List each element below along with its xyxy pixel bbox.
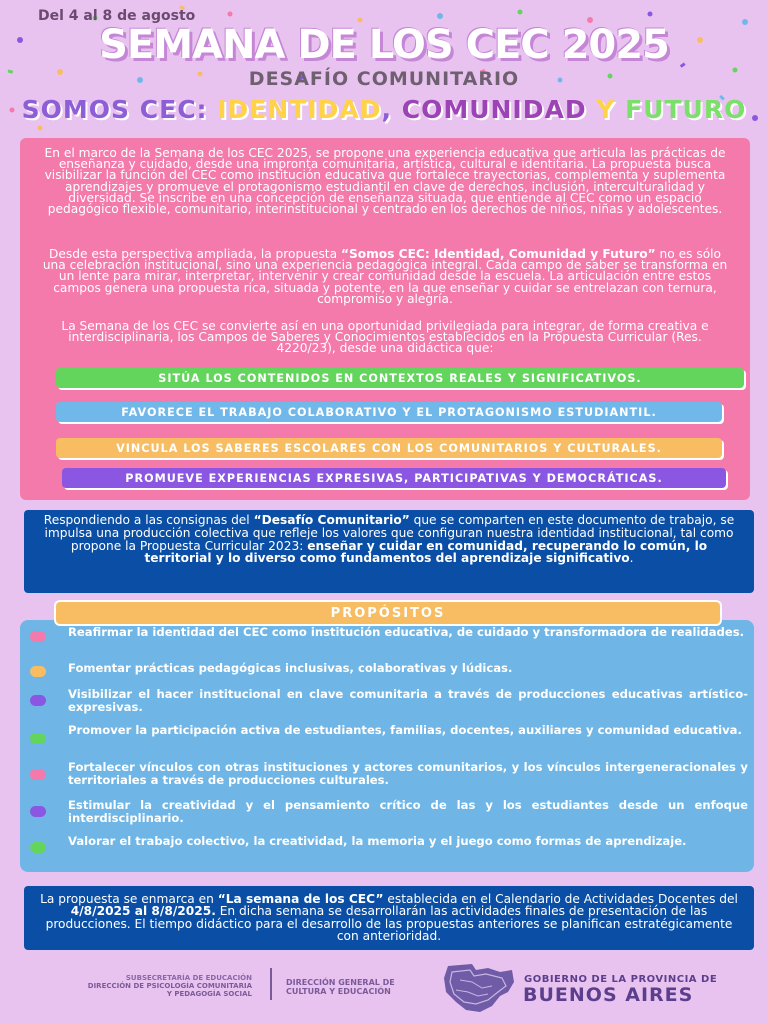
theme-separator-y: Y [586, 95, 626, 124]
desafio-paragraph [40, 514, 738, 565]
desafio-highlight-2: enseñar y cuidar en comunidad, recuperando lo común, lo territorial y lo diverso como fundamentos del aprendizaje significativo [144, 538, 708, 566]
desafio-text-end: . [629, 551, 634, 566]
propositos-heading: PROPÓSITOS [56, 602, 720, 624]
closing-highlight-1: “La semana de los CEC” [217, 892, 384, 906]
proposito-item-2: Fomentar prácticas pedagógicas inclusivas, colaborativas y lúdicas. [68, 661, 513, 675]
closing-section [24, 886, 754, 950]
closing-highlight-2: 4/8/2025 al 8/8/2025. [70, 904, 216, 919]
didactic-pill-3: VINCULA LOS SABERES ESCOLARES CON LOS COMUNITARIOS Y CULTURALES. [56, 438, 722, 458]
footer-dir-line-2: CULTURA Y EDUCACIÓN [286, 987, 391, 996]
event-dates: Del 4 al 8 de agosto [38, 8, 196, 24]
intro-paragraph-3: La Semana de los CEC se convierte así en una oportunidad privilegiada para integrar, de forma creativa e interdisciplinaria, los Campos de Saberes y Conocimientos establecidos en la Propuesta Curricular (Res. 4220/23), desde una didáctica que: [61, 319, 709, 356]
bullet-dot [30, 631, 46, 642]
closing-text-b: establecida en el Calendario de Actividades Docentes del [383, 892, 738, 906]
bullet-dot [30, 769, 46, 780]
theme-heading [0, 94, 768, 126]
footer-sub-line-3: Y PEDAGOGÍA SOCIAL [166, 990, 252, 998]
intro-p2-text-b: no es sólo una celebración institucional, sino una experiencia pedagógica integral. Cada campo de saber se transforma en un lente para mirar, interpretar, intervenir y crear comunidad desde la escuela. La articulación entre estos campos genera una propuesta rica, situada y potente, en la que enseñar y cuidar se entrelazan con ternura, compromiso y alegría. [42, 247, 728, 306]
proposito-item-7: Valorar el trabajo colectivo, la creatividad, la memoria y el juego como formas de aprendizaje. [68, 834, 687, 848]
gov-line-2: BUENOS AIRES [523, 984, 694, 1006]
footer-sub-line-2: DIRECCIÓN DE PSICOLOGÍA COMUNITARIA [87, 982, 252, 990]
closing-text-c: En dicha semana se desarrollarán las actividades finales de presentación de las producciones. El tiempo didáctico para el desarrollo de las propuestas anteriores se planifican estratégicamente con anterioridad. [45, 904, 733, 944]
desafio-text-a: Respondiendo a las consignas del [43, 513, 254, 527]
proposito-item-6: Estimular la creatividad y el pensamiento crítico de las y los estudiantes desde un enfoque interdisciplinario. [68, 798, 748, 825]
gov-line-1: GOBIERNO DE LA PROVINCIA DE [524, 974, 718, 985]
theme-part-comunidad: COMUNIDAD [401, 95, 587, 124]
bullet-dot [30, 806, 46, 817]
page-subtitle: DESAFÍO COMUNITARIO [248, 68, 520, 90]
didactic-pill-4: PROMUEVE EXPERIENCIAS EXPRESIVAS, PARTICIPATIVAS Y DEMOCRÁTICAS. [62, 468, 726, 488]
intro-section [20, 138, 750, 500]
bullet-dot [30, 842, 46, 853]
proposito-item-5: Fortalecer vínculos con otras instituciones y actores comunitarios, y los vínculos intergeneracionales y territoriales a través de producciones culturales. [68, 760, 748, 787]
theme-part-identidad: IDENTIDAD [217, 95, 382, 124]
bullet-dot [30, 695, 46, 706]
footer-sub-line-1: SUBSECRETARÍA DE EDUCACIÓN [125, 974, 252, 982]
footer-dir-line-1: DIRECCIÓN GENERAL DE [286, 978, 395, 987]
propositos-section [20, 620, 754, 872]
intro-paragraph-2 [38, 249, 732, 305]
province-map-logo-icon [442, 962, 516, 1014]
closing-text-a: La propuesta se enmarca en [40, 892, 218, 906]
didactic-pill-2: FAVORECE EL TRABAJO COLABORATIVO Y EL PROTAGONISMO ESTUDIANTIL. [56, 402, 722, 422]
desafio-section [24, 510, 754, 593]
footer-divider [270, 968, 272, 1000]
bullet-dot [30, 666, 46, 677]
proposito-item-4: Promover la participación activa de estudiantes, familias, docentes, auxiliares y comunidad educativa. [68, 723, 742, 737]
closing-paragraph [40, 893, 738, 943]
proposito-item-1: Reafirmar la identidad del CEC como institución educativa, de cuidado y transformadora de realidades. [68, 625, 745, 639]
theme-separator: , [381, 95, 402, 124]
intro-paragraph-1: En el marco de la Semana de los CEC 2025, se propone una experiencia educativa que articula las prácticas de enseñanza y cuidado, desde una impronta comunitaria, artística, cultural e identitaria. La propuesta busca visibilizar la función del CEC como institución educativa que fortalece trayectorias, complementa y suplementa aprendizajes y promueve el protagonismo estudiantil en clave de derechos, inclusión, interculturalidad y diversidad. Se inscribe en una concepción de enseñanza situada, que entiende al CEC como un espacio pedagógico flexible, comunitario, interinstitucional y centrado en los derechos de niños, niñas y adolescentes. [44, 146, 726, 217]
theme-part-futuro: FUTURO [625, 95, 747, 124]
page-title: SEMANA DE LOS CEC 2025 [99, 22, 669, 68]
theme-part-somos-cec: SOMOS CEC: [21, 95, 218, 124]
intro-p2-highlight: “Somos CEC: Identidad, Comunidad y Futuro” [340, 247, 656, 261]
footer-subsecretaria [40, 974, 252, 998]
desafio-text-b: que se comparten en este documento de trabajo, se impulsa una producción colectiva que refleje los valores que configuran nuestra identidad institucional, tal como propone la Propuesta Curricular 2023: [44, 513, 735, 553]
intro-p2-text-a: Desde esta perspectiva ampliada, la propuesta [49, 247, 341, 261]
footer-direccion [286, 978, 395, 996]
didactic-pill-1: SITÚA LOS CONTENIDOS EN CONTEXTOS REALES Y SIGNIFICATIVOS. [56, 368, 744, 388]
desafio-highlight-1: “Desafío Comunitario” [253, 513, 410, 527]
proposito-item-3: Visibilizar el hacer institucional en clave comunitaria a través de producciones educativas artístico-expresivas. [68, 687, 748, 714]
bullet-dot [30, 733, 46, 744]
